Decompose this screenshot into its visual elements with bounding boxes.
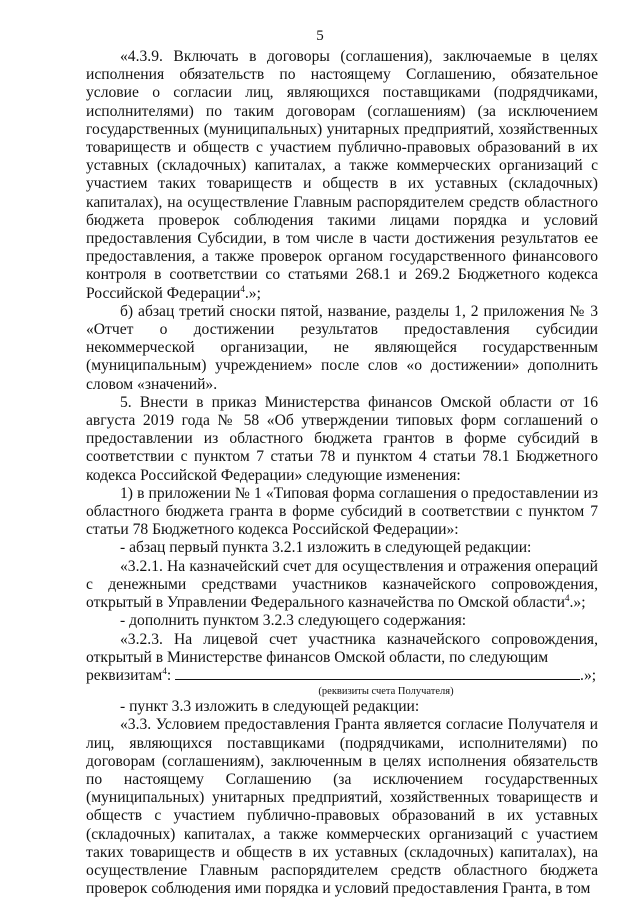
- paragraph-3-3-instruction: - пункт 3.3 изложить в следующей редакции:: [120, 698, 420, 716]
- paragraph-3-2-3-instruction: - дополнить пунктом 3.2.3 следующего содержания:: [120, 612, 467, 630]
- footnote-marker: 4: [565, 592, 570, 603]
- paragraph-3-2-1-instruction: - абзац первый пункта 3.2.1 изложить в следующей редакции:: [120, 539, 532, 557]
- document-body: [86, 48, 598, 898]
- paragraph-3-2-1: [86, 558, 598, 613]
- paragraph-tail: .»;: [244, 284, 261, 302]
- requisites-line: [86, 667, 598, 685]
- paragraph-item-5: 5. Внести в приказ Министерства финансов Омской области от 16 августа 2019 года № 58 «Об утверждении типовых форм соглашений о предоставлении из областного бюджета грантов в форме субсидий в соответствии с пунктом 7 статьи 78 и пунктом 4 статьи 78.1 Бюджетного кодекса Российской Федерации» следующие изменения:: [86, 393, 598, 484]
- paragraph-subitem-1: 1) в приложении № 1 «Типовая форма соглашения о предоставлении из областного бюджета гранта в форме субсидий в соответствии с пунктом 7 статьи 78 Бюджетного кодекса Российской Федерации»:: [86, 484, 598, 539]
- footnote-marker: 4: [240, 283, 245, 294]
- footnote-marker: 4: [162, 665, 167, 676]
- paragraph-3-2-3: «3.2.3. На лицевой счет участника казначейского сопровождения, открытый в Министерстве финансов Омской области, по следующим: [86, 630, 598, 666]
- paragraph-3-3: «3.3. Условием предоставления Гранта является согласие Получателя и лиц, являющихся поставщиками (подрядчиками, исполнителями) по договорам (соглашениям), заключенным в целях исполнения обязательств по настоящему Соглашению (за исключением государственных (муниципальных) унитарных предприятий, хозяйственных товариществ и обществ с участием публично-правовых образований в их уставных (складочных) капиталах, а также коммерческих организаций с участием таких товариществ и обществ в их уставных (складочных) капиталах), на осуществление Главным распорядителем средств областного бюджета проверок соблюдения ими порядка и условий предоставления Гранта, в том: [86, 716, 598, 898]
- requisites-caption: (реквизиты счета Получателя): [318, 686, 454, 698]
- paragraph-4-3-9: [86, 48, 598, 303]
- paragraph-tail: .»;: [569, 594, 586, 612]
- requisites-colon: :: [166, 666, 176, 684]
- paragraph-text: «3.2.1. На казначейский счет для осуществления и отражения операций с денежными средствами участников казначейского сопровождения, открытый в Управлении Федерального казначейства по Омской области: [86, 557, 598, 612]
- requisites-tail: .»;: [580, 666, 597, 684]
- paragraph-item-b: б) абзац третий сноски пятой, название, разделы 1, 2 приложения № 3 «Отчет о достижении результатов предоставления субсидии некоммерческой организации, не являющейся государственным (муниципальным) учреждением» после слов «о достижении» дополнить словом «значений».: [86, 302, 598, 393]
- page-number: 5: [316, 28, 324, 44]
- paragraph-text: «4.3.9. Включать в договоры (соглашения), заключаемые в целях исполнения обязательств по настоящему Соглашению, обязательное условие о согласии лиц, являющихся поставщиками (подрядчиками, исполнителями) по таким договорам (соглашениям) (за исключением государственных (муниципальных) унитарных предприятий, хозяйственных товариществ и обществ с участием публично-правовых образований в их уставных (складочных) капиталах, а также коммерческих организаций с участием таких товариществ и обществ в их уставных (складочных) капиталах), на осуществление Главным распорядителем средств областного бюджета проверок соблюдения такими лицами порядка и условий предоставления Субсидии, в том числе в части достижения результатов ее предоставления, а также проверок органом государственного финансового контроля в соответствии со статьями 268.1 и 269.2 Бюджетного кодекса Российской Федерации: [86, 48, 598, 302]
- requisites-label: реквизитам: [86, 666, 163, 684]
- requisites-blank-line: [175, 667, 580, 680]
